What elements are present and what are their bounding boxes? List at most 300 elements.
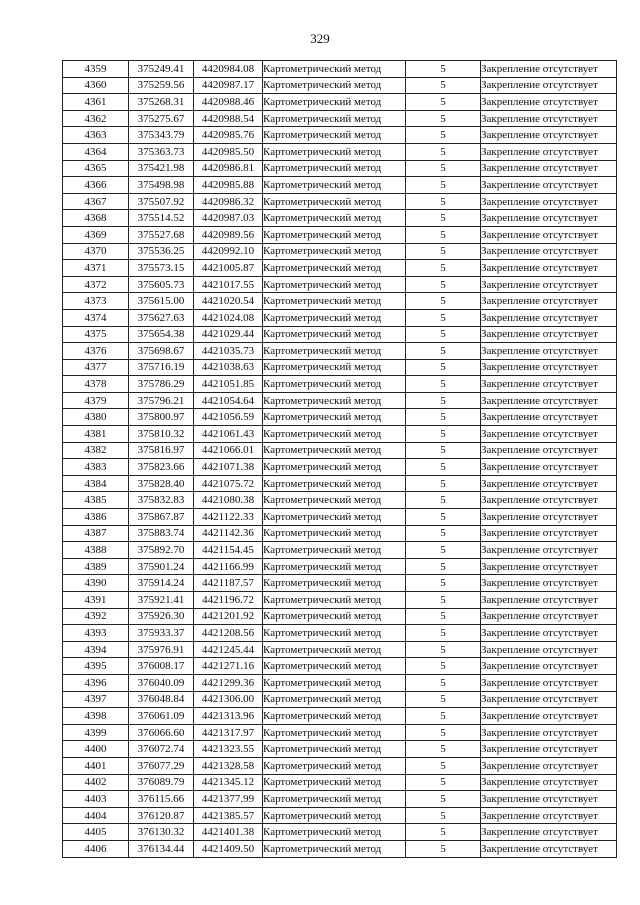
fixation-cell: Закрепление отсутствует xyxy=(481,343,617,360)
y-coordinate-cell: 4421035.73 xyxy=(194,343,263,360)
method-cell: Картометрический метод xyxy=(263,509,406,526)
accuracy-cell: 5 xyxy=(406,708,481,725)
accuracy-cell: 5 xyxy=(406,392,481,409)
point-number-cell: 4383 xyxy=(63,459,129,476)
table-row xyxy=(63,575,617,592)
point-number-cell: 4369 xyxy=(63,226,129,243)
method-cell: Картометрический метод xyxy=(263,674,406,691)
y-coordinate-cell: 4420984.08 xyxy=(194,61,263,78)
table-row xyxy=(63,343,617,360)
table-row xyxy=(63,77,617,94)
fixation-cell: Закрепление отсутствует xyxy=(481,210,617,227)
table-row xyxy=(63,592,617,609)
accuracy-cell: 5 xyxy=(406,807,481,824)
table-row xyxy=(63,326,617,343)
accuracy-cell: 5 xyxy=(406,608,481,625)
y-coordinate-cell: 4421328.58 xyxy=(194,757,263,774)
fixation-cell: Закрепление отсутствует xyxy=(481,774,617,791)
method-cell: Картометрический метод xyxy=(263,77,406,94)
y-coordinate-cell: 4421005.87 xyxy=(194,260,263,277)
x-coordinate-cell: 375249.41 xyxy=(129,61,194,78)
x-coordinate-cell: 375786.29 xyxy=(129,376,194,393)
accuracy-cell: 5 xyxy=(406,475,481,492)
method-cell: Картометрический метод xyxy=(263,542,406,559)
fixation-cell: Закрепление отсутствует xyxy=(481,392,617,409)
point-number-cell: 4406 xyxy=(63,840,129,857)
method-cell: Картометрический метод xyxy=(263,309,406,326)
x-coordinate-cell: 375605.73 xyxy=(129,276,194,293)
accuracy-cell: 5 xyxy=(406,260,481,277)
point-number-cell: 4385 xyxy=(63,492,129,509)
y-coordinate-cell: 4421024.08 xyxy=(194,309,263,326)
accuracy-cell: 5 xyxy=(406,409,481,426)
y-coordinate-cell: 4421029.44 xyxy=(194,326,263,343)
y-coordinate-cell: 4420992.10 xyxy=(194,243,263,260)
method-cell: Картометрический метод xyxy=(263,243,406,260)
y-coordinate-cell: 4420986.32 xyxy=(194,193,263,210)
point-number-cell: 4382 xyxy=(63,442,129,459)
method-cell: Картометрический метод xyxy=(263,575,406,592)
point-number-cell: 4366 xyxy=(63,177,129,194)
table-row xyxy=(63,708,617,725)
table-row xyxy=(63,127,617,144)
method-cell: Картометрический метод xyxy=(263,193,406,210)
y-coordinate-cell: 4421017.55 xyxy=(194,276,263,293)
method-cell: Картометрический метод xyxy=(263,625,406,642)
accuracy-cell: 5 xyxy=(406,658,481,675)
x-coordinate-cell: 375832.83 xyxy=(129,492,194,509)
method-cell: Картометрический метод xyxy=(263,260,406,277)
method-cell: Картометрический метод xyxy=(263,61,406,78)
point-number-cell: 4386 xyxy=(63,509,129,526)
accuracy-cell: 5 xyxy=(406,343,481,360)
point-number-cell: 4384 xyxy=(63,475,129,492)
table-row xyxy=(63,824,617,841)
y-coordinate-cell: 4421385.57 xyxy=(194,807,263,824)
fixation-cell: Закрепление отсутствует xyxy=(481,426,617,443)
point-number-cell: 4368 xyxy=(63,210,129,227)
x-coordinate-cell: 375823.66 xyxy=(129,459,194,476)
accuracy-cell: 5 xyxy=(406,94,481,111)
accuracy-cell: 5 xyxy=(406,525,481,542)
point-number-cell: 4395 xyxy=(63,658,129,675)
point-number-cell: 4370 xyxy=(63,243,129,260)
table-row xyxy=(63,243,617,260)
method-cell: Картометрический метод xyxy=(263,177,406,194)
accuracy-cell: 5 xyxy=(406,674,481,691)
fixation-cell: Закрепление отсутствует xyxy=(481,757,617,774)
method-cell: Картометрический метод xyxy=(263,492,406,509)
table-row xyxy=(63,807,617,824)
y-coordinate-cell: 4420987.17 xyxy=(194,77,263,94)
fixation-cell: Закрепление отсутствует xyxy=(481,475,617,492)
table-row xyxy=(63,741,617,758)
fixation-cell: Закрепление отсутствует xyxy=(481,558,617,575)
y-coordinate-cell: 4421313.96 xyxy=(194,708,263,725)
method-cell: Картометрический метод xyxy=(263,276,406,293)
y-coordinate-cell: 4421051.85 xyxy=(194,376,263,393)
fixation-cell: Закрепление отсутствует xyxy=(481,708,617,725)
y-coordinate-cell: 4421299.36 xyxy=(194,674,263,691)
method-cell: Картометрический метод xyxy=(263,392,406,409)
point-number-cell: 4405 xyxy=(63,824,129,841)
table-row xyxy=(63,724,617,741)
point-number-cell: 4397 xyxy=(63,691,129,708)
accuracy-cell: 5 xyxy=(406,426,481,443)
point-number-cell: 4376 xyxy=(63,343,129,360)
fixation-cell: Закрепление отсутствует xyxy=(481,376,617,393)
table-row xyxy=(63,392,617,409)
method-cell: Картометрический метод xyxy=(263,691,406,708)
method-cell: Картометрический метод xyxy=(263,757,406,774)
point-number-cell: 4387 xyxy=(63,525,129,542)
point-number-cell: 4400 xyxy=(63,741,129,758)
point-number-cell: 4378 xyxy=(63,376,129,393)
x-coordinate-cell: 375716.19 xyxy=(129,359,194,376)
fixation-cell: Закрепление отсутствует xyxy=(481,807,617,824)
method-cell: Картометрический метод xyxy=(263,658,406,675)
table-row xyxy=(63,177,617,194)
fixation-cell: Закрепление отсутствует xyxy=(481,575,617,592)
y-coordinate-cell: 4421080.38 xyxy=(194,492,263,509)
accuracy-cell: 5 xyxy=(406,276,481,293)
x-coordinate-cell: 375926.30 xyxy=(129,608,194,625)
point-number-cell: 4359 xyxy=(63,61,129,78)
accuracy-cell: 5 xyxy=(406,143,481,160)
table-row xyxy=(63,558,617,575)
x-coordinate-cell: 375507.92 xyxy=(129,193,194,210)
fixation-cell: Закрепление отсутствует xyxy=(481,143,617,160)
point-number-cell: 4393 xyxy=(63,625,129,642)
fixation-cell: Закрепление отсутствует xyxy=(481,260,617,277)
method-cell: Картометрический метод xyxy=(263,359,406,376)
table-row xyxy=(63,276,617,293)
method-cell: Картометрический метод xyxy=(263,592,406,609)
accuracy-cell: 5 xyxy=(406,459,481,476)
table-row xyxy=(63,459,617,476)
table-row xyxy=(63,542,617,559)
table-row xyxy=(63,840,617,857)
table-row xyxy=(63,94,617,111)
x-coordinate-cell: 376120.87 xyxy=(129,807,194,824)
fixation-cell: Закрепление отсутствует xyxy=(481,724,617,741)
y-coordinate-cell: 4421020.54 xyxy=(194,293,263,310)
fixation-cell: Закрепление отсутствует xyxy=(481,492,617,509)
x-coordinate-cell: 375901.24 xyxy=(129,558,194,575)
accuracy-cell: 5 xyxy=(406,492,481,509)
point-number-cell: 4379 xyxy=(63,392,129,409)
y-coordinate-cell: 4421317.97 xyxy=(194,724,263,741)
y-coordinate-cell: 4421075.72 xyxy=(194,475,263,492)
point-number-cell: 4374 xyxy=(63,309,129,326)
fixation-cell: Закрепление отсутствует xyxy=(481,691,617,708)
accuracy-cell: 5 xyxy=(406,442,481,459)
table-row xyxy=(63,641,617,658)
x-coordinate-cell: 375883.74 xyxy=(129,525,194,542)
y-coordinate-cell: 4420985.76 xyxy=(194,127,263,144)
x-coordinate-cell: 375363.73 xyxy=(129,143,194,160)
y-coordinate-cell: 4421154.45 xyxy=(194,542,263,559)
method-cell: Картометрический метод xyxy=(263,409,406,426)
accuracy-cell: 5 xyxy=(406,127,481,144)
x-coordinate-cell: 375627.63 xyxy=(129,309,194,326)
method-cell: Картометрический метод xyxy=(263,376,406,393)
table-row xyxy=(63,309,617,326)
method-cell: Картометрический метод xyxy=(263,608,406,625)
accuracy-cell: 5 xyxy=(406,193,481,210)
y-coordinate-cell: 4421038.63 xyxy=(194,359,263,376)
method-cell: Картометрический метод xyxy=(263,143,406,160)
point-number-cell: 4365 xyxy=(63,160,129,177)
accuracy-cell: 5 xyxy=(406,724,481,741)
point-number-cell: 4362 xyxy=(63,110,129,127)
table-row xyxy=(63,509,617,526)
method-cell: Картометрический метод xyxy=(263,724,406,741)
x-coordinate-cell: 375268.31 xyxy=(129,94,194,111)
fixation-cell: Закрепление отсутствует xyxy=(481,226,617,243)
method-cell: Картометрический метод xyxy=(263,525,406,542)
fixation-cell: Закрепление отсутствует xyxy=(481,525,617,542)
method-cell: Картометрический метод xyxy=(263,741,406,758)
accuracy-cell: 5 xyxy=(406,293,481,310)
fixation-cell: Закрепление отсутствует xyxy=(481,592,617,609)
point-number-cell: 4361 xyxy=(63,94,129,111)
point-number-cell: 4391 xyxy=(63,592,129,609)
method-cell: Картометрический метод xyxy=(263,293,406,310)
table-row xyxy=(63,110,617,127)
y-coordinate-cell: 4420988.46 xyxy=(194,94,263,111)
y-coordinate-cell: 4421066.01 xyxy=(194,442,263,459)
table-row xyxy=(63,525,617,542)
x-coordinate-cell: 375615.00 xyxy=(129,293,194,310)
accuracy-cell: 5 xyxy=(406,592,481,609)
point-number-cell: 4394 xyxy=(63,641,129,658)
y-coordinate-cell: 4421056.59 xyxy=(194,409,263,426)
table-row xyxy=(63,409,617,426)
accuracy-cell: 5 xyxy=(406,741,481,758)
fixation-cell: Закрепление отсутствует xyxy=(481,177,617,194)
x-coordinate-cell: 375800.97 xyxy=(129,409,194,426)
point-number-cell: 4375 xyxy=(63,326,129,343)
accuracy-cell: 5 xyxy=(406,160,481,177)
method-cell: Картометрический метод xyxy=(263,127,406,144)
page-number: 329 xyxy=(310,31,330,46)
method-cell: Картометрический метод xyxy=(263,160,406,177)
fixation-cell: Закрепление отсутствует xyxy=(481,293,617,310)
y-coordinate-cell: 4421196.72 xyxy=(194,592,263,609)
method-cell: Картометрический метод xyxy=(263,226,406,243)
table-row xyxy=(63,226,617,243)
point-number-cell: 4389 xyxy=(63,558,129,575)
point-number-cell: 4380 xyxy=(63,409,129,426)
y-coordinate-cell: 4421401.38 xyxy=(194,824,263,841)
point-number-cell: 4360 xyxy=(63,77,129,94)
point-number-cell: 4381 xyxy=(63,426,129,443)
point-number-cell: 4372 xyxy=(63,276,129,293)
x-coordinate-cell: 376072.74 xyxy=(129,741,194,758)
table-row xyxy=(63,625,617,642)
y-coordinate-cell: 4420986.81 xyxy=(194,160,263,177)
table-row xyxy=(63,143,617,160)
table-row xyxy=(63,774,617,791)
accuracy-cell: 5 xyxy=(406,77,481,94)
y-coordinate-cell: 4421208.56 xyxy=(194,625,263,642)
x-coordinate-cell: 376066.60 xyxy=(129,724,194,741)
point-number-cell: 4373 xyxy=(63,293,129,310)
accuracy-cell: 5 xyxy=(406,575,481,592)
x-coordinate-cell: 375498.98 xyxy=(129,177,194,194)
fixation-cell: Закрепление отсутствует xyxy=(481,459,617,476)
x-coordinate-cell: 375976.91 xyxy=(129,641,194,658)
table-row xyxy=(63,475,617,492)
method-cell: Картометрический метод xyxy=(263,641,406,658)
y-coordinate-cell: 4421323.55 xyxy=(194,741,263,758)
accuracy-cell: 5 xyxy=(406,558,481,575)
fixation-cell: Закрепление отсутствует xyxy=(481,824,617,841)
method-cell: Картометрический метод xyxy=(263,110,406,127)
accuracy-cell: 5 xyxy=(406,359,481,376)
x-coordinate-cell: 375828.40 xyxy=(129,475,194,492)
x-coordinate-cell: 375527.68 xyxy=(129,226,194,243)
y-coordinate-cell: 4421409.50 xyxy=(194,840,263,857)
accuracy-cell: 5 xyxy=(406,309,481,326)
accuracy-cell: 5 xyxy=(406,824,481,841)
table-row xyxy=(63,674,617,691)
fixation-cell: Закрепление отсутствует xyxy=(481,509,617,526)
y-coordinate-cell: 4421054.64 xyxy=(194,392,263,409)
accuracy-cell: 5 xyxy=(406,210,481,227)
x-coordinate-cell: 375816.97 xyxy=(129,442,194,459)
x-coordinate-cell: 375796.21 xyxy=(129,392,194,409)
x-coordinate-cell: 375259.56 xyxy=(129,77,194,94)
method-cell: Картометрический метод xyxy=(263,326,406,343)
x-coordinate-cell: 375421.98 xyxy=(129,160,194,177)
x-coordinate-cell: 376040.09 xyxy=(129,674,194,691)
fixation-cell: Закрепление отсутствует xyxy=(481,409,617,426)
fixation-cell: Закрепление отсутствует xyxy=(481,658,617,675)
point-number-cell: 4363 xyxy=(63,127,129,144)
method-cell: Картометрический метод xyxy=(263,343,406,360)
y-coordinate-cell: 4421142.36 xyxy=(194,525,263,542)
fixation-cell: Закрепление отсутствует xyxy=(481,276,617,293)
y-coordinate-cell: 4421071.38 xyxy=(194,459,263,476)
table-row xyxy=(63,376,617,393)
point-number-cell: 4392 xyxy=(63,608,129,625)
accuracy-cell: 5 xyxy=(406,691,481,708)
method-cell: Картометрический метод xyxy=(263,459,406,476)
accuracy-cell: 5 xyxy=(406,757,481,774)
fixation-cell: Закрепление отсутствует xyxy=(481,625,617,642)
point-number-cell: 4390 xyxy=(63,575,129,592)
fixation-cell: Закрепление отсутствует xyxy=(481,674,617,691)
y-coordinate-cell: 4420987.03 xyxy=(194,210,263,227)
y-coordinate-cell: 4421122.33 xyxy=(194,509,263,526)
fixation-cell: Закрепление отсутствует xyxy=(481,741,617,758)
fixation-cell: Закрепление отсутствует xyxy=(481,77,617,94)
y-coordinate-cell: 4421061.43 xyxy=(194,426,263,443)
fixation-cell: Закрепление отсутствует xyxy=(481,326,617,343)
method-cell: Картометрический метод xyxy=(263,210,406,227)
x-coordinate-cell: 376061.09 xyxy=(129,708,194,725)
accuracy-cell: 5 xyxy=(406,509,481,526)
x-coordinate-cell: 376077.29 xyxy=(129,757,194,774)
table-row xyxy=(63,193,617,210)
method-cell: Картометрический метод xyxy=(263,475,406,492)
method-cell: Картометрический метод xyxy=(263,558,406,575)
fixation-cell: Закрепление отсутствует xyxy=(481,61,617,78)
y-coordinate-cell: 4421166.99 xyxy=(194,558,263,575)
accuracy-cell: 5 xyxy=(406,774,481,791)
accuracy-cell: 5 xyxy=(406,110,481,127)
point-number-cell: 4403 xyxy=(63,791,129,808)
method-cell: Картометрический метод xyxy=(263,840,406,857)
table-row xyxy=(63,691,617,708)
fixation-cell: Закрепление отсутствует xyxy=(481,791,617,808)
accuracy-cell: 5 xyxy=(406,177,481,194)
y-coordinate-cell: 4420985.88 xyxy=(194,177,263,194)
accuracy-cell: 5 xyxy=(406,791,481,808)
fixation-cell: Закрепление отсутствует xyxy=(481,442,617,459)
x-coordinate-cell: 375698.67 xyxy=(129,343,194,360)
point-number-cell: 4377 xyxy=(63,359,129,376)
x-coordinate-cell: 376048.84 xyxy=(129,691,194,708)
fixation-cell: Закрепление отсутствует xyxy=(481,127,617,144)
accuracy-cell: 5 xyxy=(406,542,481,559)
y-coordinate-cell: 4421201.92 xyxy=(194,608,263,625)
y-coordinate-cell: 4421377.99 xyxy=(194,791,263,808)
method-cell: Картометрический метод xyxy=(263,94,406,111)
x-coordinate-cell: 376130.32 xyxy=(129,824,194,841)
fixation-cell: Закрепление отсутствует xyxy=(481,160,617,177)
y-coordinate-cell: 4421245.44 xyxy=(194,641,263,658)
method-cell: Картометрический метод xyxy=(263,426,406,443)
x-coordinate-cell: 375914.24 xyxy=(129,575,194,592)
y-coordinate-cell: 4421271.16 xyxy=(194,658,263,675)
accuracy-cell: 5 xyxy=(406,625,481,642)
table-row xyxy=(63,61,617,78)
x-coordinate-cell: 375536.25 xyxy=(129,243,194,260)
point-number-cell: 4402 xyxy=(63,774,129,791)
method-cell: Картометрический метод xyxy=(263,708,406,725)
method-cell: Картометрический метод xyxy=(263,442,406,459)
x-coordinate-cell: 375343.79 xyxy=(129,127,194,144)
x-coordinate-cell: 375921.41 xyxy=(129,592,194,609)
coordinates-table-body xyxy=(63,61,617,858)
accuracy-cell: 5 xyxy=(406,243,481,260)
x-coordinate-cell: 375654.38 xyxy=(129,326,194,343)
method-cell: Картометрический метод xyxy=(263,774,406,791)
table-row xyxy=(63,426,617,443)
x-coordinate-cell: 376115.66 xyxy=(129,791,194,808)
method-cell: Картометрический метод xyxy=(263,807,406,824)
accuracy-cell: 5 xyxy=(406,376,481,393)
coordinates-table xyxy=(62,60,617,858)
table-row xyxy=(63,260,617,277)
x-coordinate-cell: 375514.52 xyxy=(129,210,194,227)
table-row xyxy=(63,210,617,227)
y-coordinate-cell: 4421187.57 xyxy=(194,575,263,592)
table-row xyxy=(63,442,617,459)
table-row xyxy=(63,293,617,310)
point-number-cell: 4396 xyxy=(63,674,129,691)
y-coordinate-cell: 4421306.00 xyxy=(194,691,263,708)
table-row xyxy=(63,791,617,808)
table-row xyxy=(63,492,617,509)
method-cell: Картометрический метод xyxy=(263,791,406,808)
point-number-cell: 4388 xyxy=(63,542,129,559)
accuracy-cell: 5 xyxy=(406,840,481,857)
table-row xyxy=(63,160,617,177)
